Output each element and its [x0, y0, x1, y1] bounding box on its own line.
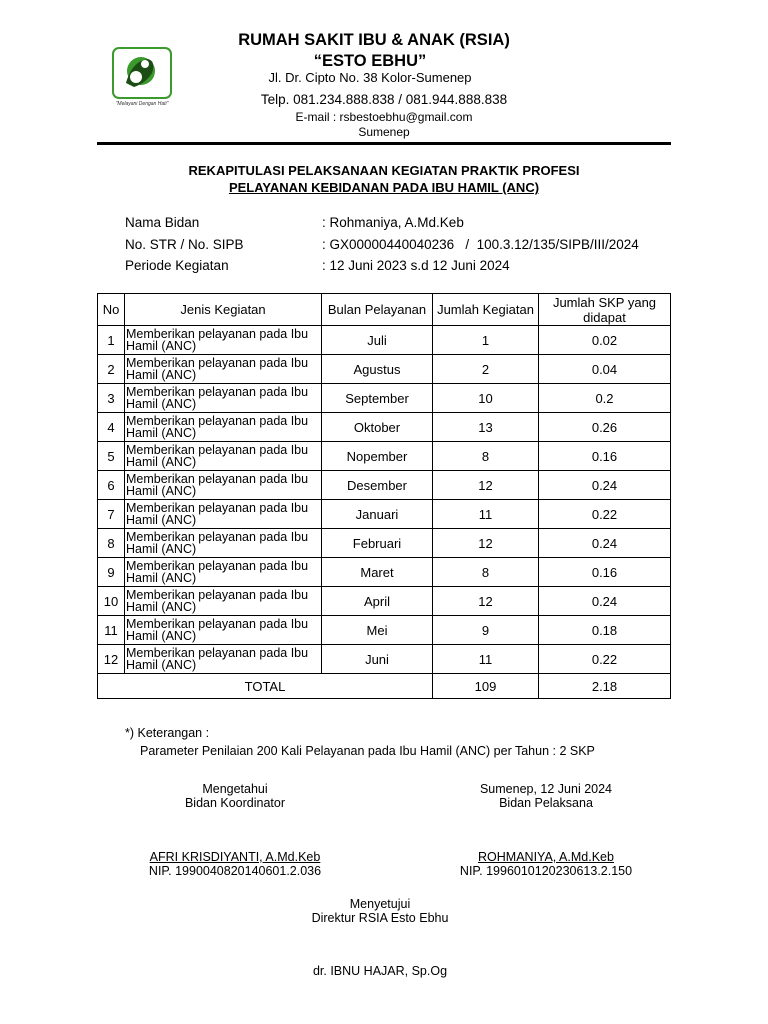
row-jenis-kegiatan: Memberikan pelayanan pada Ibu Hamil (ANC)	[125, 471, 322, 500]
row-no: 8	[98, 529, 125, 558]
row-jumlah: 9	[433, 616, 539, 645]
row-jumlah: 12	[433, 587, 539, 616]
row-skp: 0.24	[539, 529, 671, 558]
left-sign-name: AFRI KRISDIYANTI, A.Md.Keb	[149, 850, 321, 864]
row-skp: 0.26	[539, 413, 671, 442]
center-signatory	[260, 964, 500, 978]
row-jumlah: 8	[433, 442, 539, 471]
right-signatory	[436, 850, 656, 878]
notes-text: Parameter Penilaian 200 Kali Pelayanan pada Ibu Hamil (ANC) per Tahun : 2 SKP	[140, 744, 595, 758]
row-jumlah: 11	[433, 500, 539, 529]
row-skp: 0.2	[539, 384, 671, 413]
left-sign-line1: Mengetahui	[202, 782, 268, 796]
right-sign-line2: Bidan Pelaksana	[499, 796, 593, 810]
table-row	[98, 384, 671, 413]
row-no: 11	[98, 616, 125, 645]
table-row	[98, 471, 671, 500]
row-jenis-kegiatan: Memberikan pelayanan pada Ibu Hamil (ANC)	[125, 442, 322, 471]
hospital-name: RUMAH SAKIT IBU & ANAK (RSIA)	[238, 31, 510, 49]
row-jenis-kegiatan: Memberikan pelayanan pada Ibu Hamil (ANC)	[125, 500, 322, 529]
row-no: 1	[98, 326, 125, 355]
hospital-address: Jl. Dr. Cipto No. 38 Kolor-Sumenep	[268, 70, 472, 85]
row-skp: 0.16	[539, 558, 671, 587]
row-jumlah: 2	[433, 355, 539, 384]
total-skp: 2.18	[539, 674, 671, 699]
nama-bidan-label: Nama Bidan	[125, 215, 200, 230]
center-sign-line1: Menyetujui	[349, 897, 411, 911]
header-jumlah-skp: Jumlah SKP yang didapat	[539, 294, 671, 326]
document-subtitle: PELAYANAN KEBIDANAN PADA IBU HAMIL (ANC)	[228, 180, 540, 195]
row-bulan: Juli	[322, 326, 433, 355]
hospital-email: E-mail : rsbestoebhu@gmail.com	[295, 110, 473, 124]
row-no: 5	[98, 442, 125, 471]
row-bulan: Juni	[322, 645, 433, 674]
row-skp: 0.02	[539, 326, 671, 355]
right-sign-line1: Sumenep, 12 Juni 2024	[479, 782, 613, 796]
row-jumlah: 11	[433, 645, 539, 674]
center-sign-name: dr. IBNU HAJAR, Sp.Og	[312, 964, 448, 978]
center-sign-line2: Direktur RSIA Esto Ebhu	[311, 911, 449, 925]
table-row	[98, 326, 671, 355]
periode-value: : 12 Juni 2023 s.d 12 Juni 2024	[322, 258, 510, 273]
table-row	[98, 500, 671, 529]
row-no: 6	[98, 471, 125, 500]
table-row	[98, 558, 671, 587]
row-no: 12	[98, 645, 125, 674]
row-jenis-kegiatan: Memberikan pelayanan pada Ibu Hamil (ANC)	[125, 645, 322, 674]
row-jumlah: 13	[433, 413, 539, 442]
row-jenis-kegiatan: Memberikan pelayanan pada Ibu Hamil (ANC)	[125, 587, 322, 616]
row-no: 4	[98, 413, 125, 442]
total-label: TOTAL	[98, 674, 433, 699]
row-jenis-kegiatan: Memberikan pelayanan pada Ibu Hamil (ANC)	[125, 616, 322, 645]
row-skp: 0.04	[539, 355, 671, 384]
document-title: REKAPITULASI PELAKSANAAN KEGIATAN PRAKTIK PROFESI	[188, 163, 580, 178]
header-no: No	[98, 294, 125, 326]
hospital-subname: “ESTO EBHU”	[313, 52, 427, 70]
left-sign-title	[135, 782, 335, 810]
row-skp: 0.18	[539, 616, 671, 645]
table-row	[98, 442, 671, 471]
row-jumlah: 12	[433, 529, 539, 558]
row-skp: 0.22	[539, 645, 671, 674]
header-jumlah-kegiatan: Jumlah Kegiatan	[433, 294, 539, 326]
right-sign-title	[436, 782, 656, 810]
row-jenis-kegiatan: Memberikan pelayanan pada Ibu Hamil (ANC)	[125, 384, 322, 413]
table-row	[98, 587, 671, 616]
row-skp: 0.24	[539, 587, 671, 616]
row-jenis-kegiatan: Memberikan pelayanan pada Ibu Hamil (ANC)	[125, 558, 322, 587]
row-no: 9	[98, 558, 125, 587]
total-row	[98, 674, 671, 699]
row-skp: 0.22	[539, 500, 671, 529]
left-signatory	[135, 850, 335, 878]
nama-bidan-value: : Rohmaniya, A.Md.Keb	[322, 215, 464, 230]
row-bulan: Nopember	[322, 442, 433, 471]
header-divider	[97, 142, 671, 145]
right-sign-name: ROHMANIYA, A.Md.Keb	[478, 850, 614, 864]
row-jumlah: 1	[433, 326, 539, 355]
row-skp: 0.24	[539, 471, 671, 500]
table-row	[98, 529, 671, 558]
row-jumlah: 12	[433, 471, 539, 500]
row-jenis-kegiatan: Memberikan pelayanan pada Ibu Hamil (ANC)	[125, 529, 322, 558]
row-no: 7	[98, 500, 125, 529]
row-skp: 0.16	[539, 442, 671, 471]
row-jumlah: 10	[433, 384, 539, 413]
row-jenis-kegiatan: Memberikan pelayanan pada Ibu Hamil (ANC)	[125, 413, 322, 442]
row-no: 10	[98, 587, 125, 616]
table-row	[98, 616, 671, 645]
hospital-city: Sumenep	[358, 125, 410, 139]
row-no: 3	[98, 384, 125, 413]
hospital-phone: Telp. 081.234.888.838 / 081.944.888.838	[260, 92, 508, 107]
notes-label: *) Keterangan :	[125, 726, 210, 740]
row-bulan: Maret	[322, 558, 433, 587]
logo-tagline: "Melayani Dengan Hati"	[115, 101, 169, 107]
row-bulan: Agustus	[322, 355, 433, 384]
row-bulan: Januari	[322, 500, 433, 529]
row-bulan: Februari	[322, 529, 433, 558]
row-bulan: September	[322, 384, 433, 413]
rekap-table	[97, 293, 671, 699]
table-row	[98, 413, 671, 442]
row-no: 2	[98, 355, 125, 384]
row-jumlah: 8	[433, 558, 539, 587]
str-sipb-label: No. STR / No. SIPB	[125, 237, 244, 252]
row-bulan: Oktober	[322, 413, 433, 442]
header-bulan-pelayanan: Bulan Pelayanan	[322, 294, 433, 326]
row-jenis-kegiatan: Memberikan pelayanan pada Ibu Hamil (ANC)	[125, 326, 322, 355]
total-jumlah: 109	[433, 674, 539, 699]
periode-label: Periode Kegiatan	[125, 258, 229, 273]
header-jenis-kegiatan: Jenis Kegiatan	[125, 294, 322, 326]
row-bulan: Desember	[322, 471, 433, 500]
left-sign-line2: Bidan Koordinator	[184, 796, 286, 810]
row-bulan: Mei	[322, 616, 433, 645]
row-jenis-kegiatan: Memberikan pelayanan pada Ibu Hamil (ANC)	[125, 355, 322, 384]
table-header-row	[98, 294, 671, 326]
left-sign-nip: NIP. 1990040820140601.2.036	[148, 864, 322, 878]
str-sipb-value: : GX00000440040236 / 100.3.12/135/SIPB/III/2024	[322, 237, 639, 252]
center-sign-title	[260, 897, 500, 925]
table-row	[98, 355, 671, 384]
right-sign-nip: NIP. 1996010120230613.2.150	[459, 864, 633, 878]
row-bulan: April	[322, 587, 433, 616]
table-row	[98, 645, 671, 674]
